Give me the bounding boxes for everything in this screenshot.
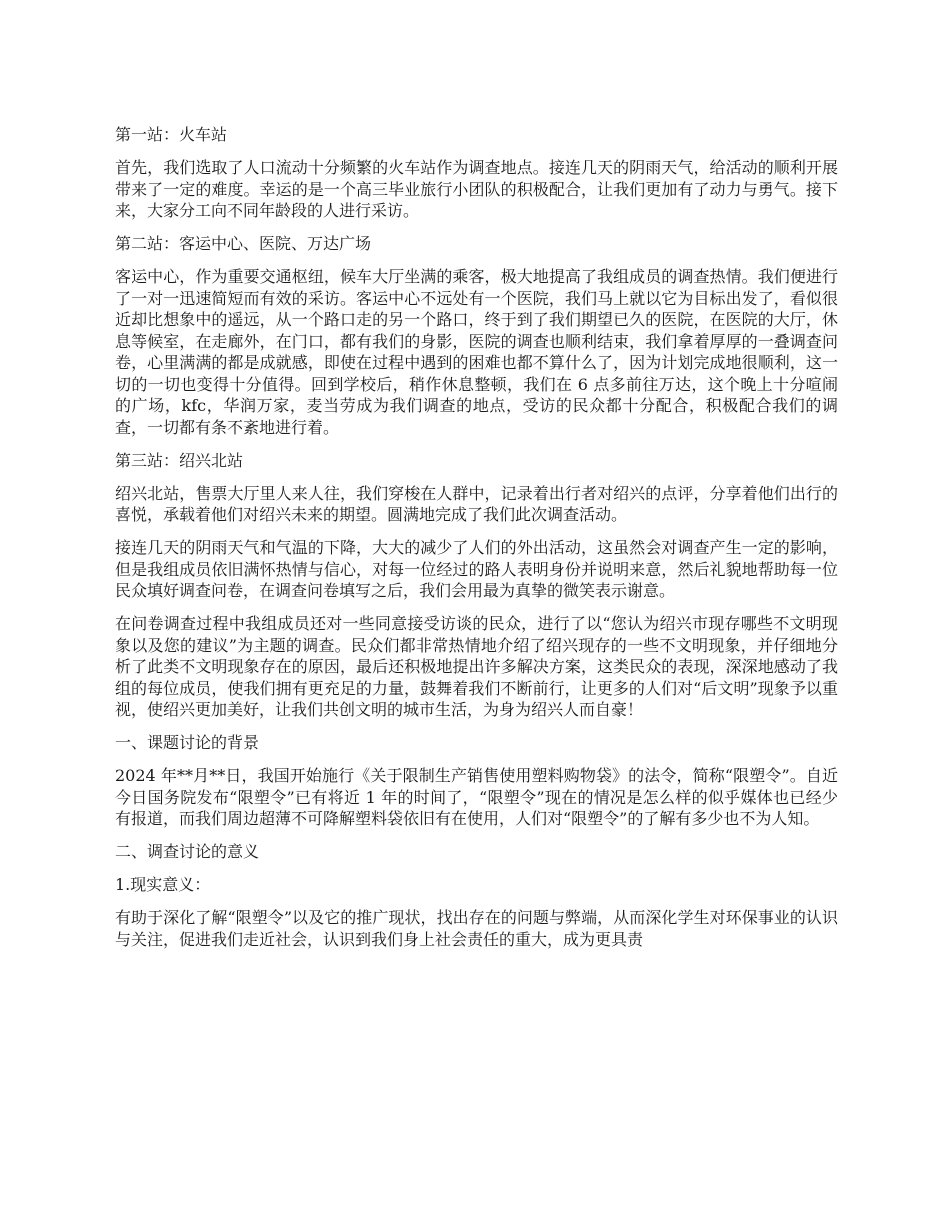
section-heading-station-2: 第二站：客运中心、医院、万达广场 [115, 234, 372, 253]
section-heading-significance: 二、调查讨论的意义 [115, 842, 260, 861]
section-heading-station-1: 第一站：火车站 [115, 125, 228, 144]
paragraph-train-station: 首先，我们选取了人口流动十分频繁的火车站作为调查地点。接连几天的阴雨天气，给活动的顺利开展带来了一定的难度。幸运的是一个高三毕业旅行小团队的积极配合，让我们更加有了动力与勇气。接下来，大家分工向不同年龄段的人进行采访。 [115, 158, 838, 220]
paragraph-background: 2024 年**月**日，我国开始施行《关于限制生产销售使用塑料购物袋》的法令，简称“限塑令”。自近今日国务院发布“限塑令”已有将近 1 年的时间了，“限塑令”现在的情况是怎么样的似乎媒体也已经少有报道，而我们周边超薄不可降解塑料袋依旧有在使用，人们对“限塑令”的了解有多少也不为人知。 [115, 766, 838, 828]
paragraph-bus-hospital-wanda: 客运中心，作为重要交通枢纽，候车大厅坐满的乘客，极大地提高了我组成员的调查热情。我们便进行了一对一迅速简短而有效的采访。客运中心不远处有一个医院，我们马上就以它为目标出发了，看似很近却比想象中的遥远，从一个路口走的另一个路口，终于到了我们期望已久的医院，在医院的大厅，休息等候室，在走廊外，在门口，都有我们的身影，医院的调查也顺利结束，我们拿着厚厚的一叠调查问卷，心里满满的都是成就感，即使在过程中遇到的困难也都不算什么了，因为计划完成地很顺利，这一切的一切也变得十分值得。回到学校后，稍作休息整顿，我们在 6 点多前往万达，这个晚上十分喧闹的广场，kfc，华润万家，麦当劳成为我们调查的地点，受访的民众都十分配合，积极配合我们的调查，一切都有条不紊地进行着。 [115, 267, 838, 437]
paragraph-weather-impact: 接连几天的阴雨天气和气温的下降，大大的减少了人们的外出活动，这虽然会对调查产生一定的影响，但是我组成员依旧满怀热情与信心，对每一位经过的路人表明身份并说明来意，然后礼貌地帮助每一位民众填好调查问卷，在调查问卷填写之后，我们会用最为真挚的微笑表示谢意。 [115, 538, 838, 600]
section-heading-background: 一、课题讨论的背景 [115, 733, 260, 752]
paragraph-practical-significance: 有助于深化了解“限塑令”以及它的推广现状，找出存在的问题与弊端，从而深化学生对环保事业的认识与关注，促进我们走近社会，认识到我们身上社会责任的重大，成为更具责 [115, 908, 838, 949]
document-page [115, 124, 838, 962]
paragraph-shaoxing-north: 绍兴北站，售票大厅里人来人往，我们穿梭在人群中，记录着出行者对绍兴的点评，分享着他们出行的喜悦，承载着他们对绍兴未来的期望。圆满地完成了我们此次调查活动。 [115, 483, 838, 524]
paragraph-interviews: 在问卷调查过程中我组成员还对一些同意接受访谈的民众，进行了以“您认为绍兴市现存哪些不文明现象以及您的建议”为主题的调查。民众们都非常热情地介绍了绍兴现存的一些不文明现象，并仔细地分析了此类不文明现象存在的原因，最后还积极地提出许多解决方案，这类民众的表现，深深地感动了我组的每位成员，使我们拥有更充足的力量，鼓舞着我们不断前行，让更多的人们对“后文明”现象予以重视，使绍兴更加美好，让我们共创文明的城市生活，为身为绍兴人而自豪！ [115, 614, 838, 719]
subheading-practical-significance: 1.现实意义： [115, 875, 211, 894]
section-heading-station-3: 第三站：绍兴北站 [115, 450, 244, 470]
